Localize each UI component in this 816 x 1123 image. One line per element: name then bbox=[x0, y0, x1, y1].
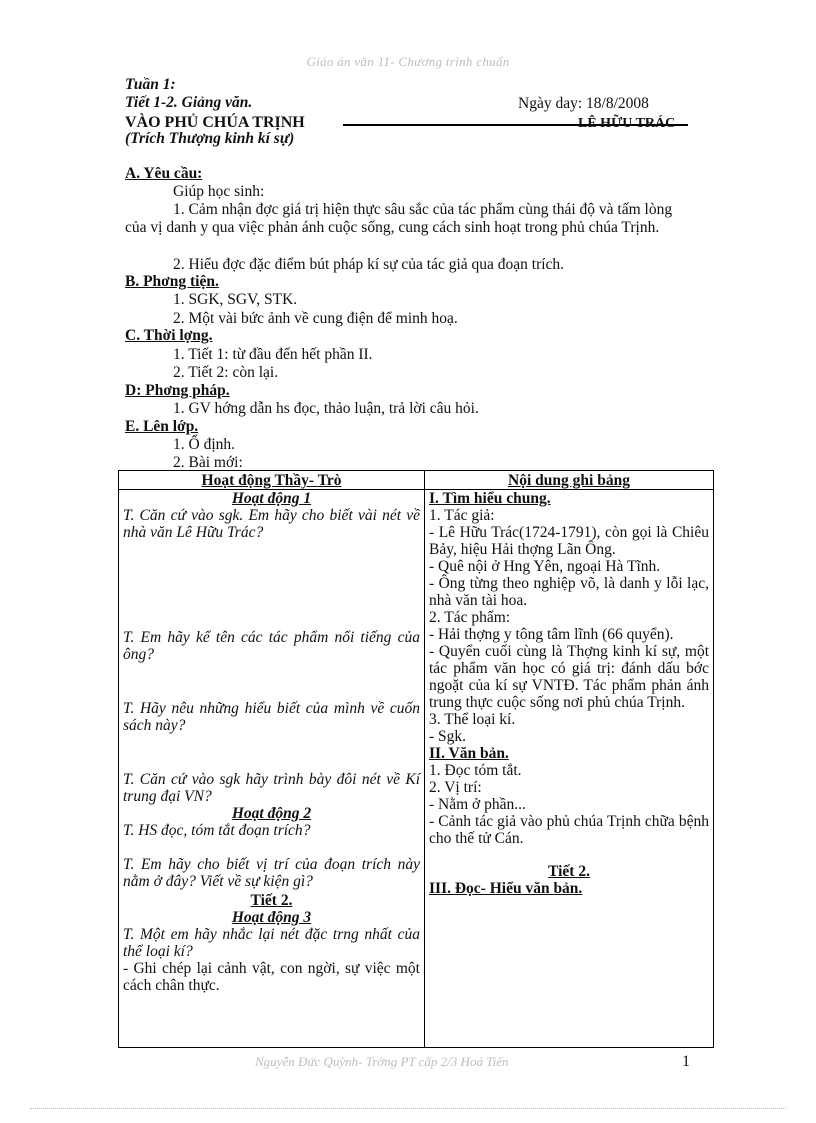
period-2-heading: Tiết 2. bbox=[250, 892, 293, 909]
author-name: LÊ HỮU TRÁC bbox=[578, 116, 676, 131]
content-line: 3. Thể loại kí. bbox=[429, 711, 516, 728]
section-e-item-1: 1. Ổ định. bbox=[173, 436, 235, 453]
section-b-item-2: 2. Một vài bức ảnh về cung điện để minh hoạ. bbox=[173, 310, 458, 327]
activity-column bbox=[119, 490, 425, 1048]
question-1: T. Căn cứ vào sgk. Em hãy cho biết vài nét về nhà văn Lê Hữu Trác? bbox=[123, 507, 420, 541]
section-d-item-1: 1. GV hớng dẫn hs đọc, thảo luận, trả lời câu hỏi. bbox=[173, 400, 479, 417]
content-column bbox=[425, 490, 714, 1048]
content-line: 2. Tác phẩm: bbox=[429, 609, 511, 626]
question-5: T. HS đọc, tóm tắt đoạn trích? bbox=[123, 822, 311, 839]
content-line: - Nằm ở phần... bbox=[429, 796, 526, 813]
answer-7: - Ghi chép lại cảnh vật, con ngời, sự việc một cách chân thực. bbox=[123, 960, 420, 994]
content-line: - Quyển cuối cùng là Thợng kinh kí sự, một tác phẩm văn học có giá trị: đánh dấu bớc ngoặt của kí sự VNTĐ. Tác phẩm phản ánh trung thực cuộc sống nơi phủ chúa Trịnh. bbox=[429, 643, 709, 711]
content-line: - Ông từng theo nghiệp võ, là danh y lỗi lạc, nhà văn tài hoa. bbox=[429, 575, 709, 609]
section-b-title: B. Phơng tiện. bbox=[125, 273, 219, 290]
table-header-right: Nội dung ghi bảng bbox=[425, 471, 714, 490]
excerpt-source: (Trích Thượng kinh kí sự) bbox=[125, 130, 295, 147]
page-number: 1 bbox=[682, 1053, 690, 1070]
activity-3-heading: Hoạt động 3 bbox=[231, 909, 312, 926]
activity-1-heading: Hoạt động 1 bbox=[231, 490, 312, 507]
section-a-intro: Giúp học sinh: bbox=[173, 183, 265, 200]
content-line: 1. Tác giả: bbox=[429, 507, 495, 524]
section-a-item-1: 1. Cảm nhận đợc giá trị hiện thực sâu sắc của tác phẩm cùng thái độ và tấm lòng của vị danh y qua việc phản ánh cuộc sống, cung cách sinh hoạt trong phủ chúa Trịnh. bbox=[125, 201, 673, 236]
content-line: - Sgk. bbox=[429, 728, 467, 745]
question-6: T. Em hãy cho biết vị trí của đoạn trích này nằm ở đây? Viết về sự kiện gì? bbox=[123, 856, 420, 890]
content-line: - Cảnh tác giả vào phủ chúa Trịnh chữa bệnh cho thế tử Cán. bbox=[429, 813, 709, 847]
section-a-title: A. Yêu cầu: bbox=[125, 165, 203, 182]
section-b-item-1: 1. SGK, SGV, STK. bbox=[173, 291, 298, 308]
section-iii-heading: III. Đọc- Hiểu văn bản. bbox=[429, 880, 583, 897]
content-line: 1. Đọc tóm tắt. bbox=[429, 762, 522, 779]
content-line: - Lê Hữu Trác(1724-1791), còn gọi là Chiêu Bảy, hiệu Hải thợng Lãn Ông. bbox=[429, 524, 709, 558]
period-label: Tiết 1-2. Giảng văn. bbox=[125, 94, 253, 111]
page-edge bbox=[30, 1108, 786, 1109]
lesson-title: VÀO PHỦ CHÚA TRỊNH bbox=[125, 114, 305, 131]
section-e-title: E. Lên lớp. bbox=[125, 418, 199, 435]
section-d-title: D: Phơng pháp. bbox=[125, 382, 230, 399]
section-a-item-2: 2. Hiểu đợc đặc điểm bút pháp kí sự của tác giả qua đoạn trích. bbox=[173, 256, 565, 273]
week-label: Tuần 1: bbox=[125, 76, 176, 93]
section-e-item-2: 2. Bài mới: bbox=[173, 454, 243, 471]
content-line: - Quê nội ở Hng Yên, ngoại Hà Tĩnh. bbox=[429, 558, 661, 575]
question-4: T. Căn cứ vào sgk hãy trình bày đôi nét về Kí trung đại VN? bbox=[123, 771, 420, 805]
content-line: 2. Vị trí: bbox=[429, 779, 482, 796]
question-2: T. Em hãy kể tên các tác phẩm nổi tiếng của ông? bbox=[123, 629, 420, 663]
lesson-table bbox=[118, 470, 714, 1048]
table-header-left: Hoạt động Thầy- Trò bbox=[119, 471, 425, 490]
lesson-date: Ngày day: 18/8/2008 bbox=[518, 95, 649, 112]
footer-credit: Nguyễn Đức Quỳnh- Trờng PT cấp 2/3 Hoá Tiến bbox=[255, 1054, 509, 1069]
section-c-item-2: 2. Tiết 2: còn lại. bbox=[173, 364, 279, 381]
section-ii-heading: II. Văn bản. bbox=[429, 745, 509, 762]
activity-2-heading: Hoạt động 2 bbox=[231, 805, 312, 822]
period-2-heading-right: Tiết 2. bbox=[548, 863, 590, 880]
question-3: T. Hãy nêu những hiểu biết của mình về cuốn sách này? bbox=[123, 700, 420, 734]
section-c-title: C. Thời lợng. bbox=[125, 327, 213, 344]
section-c-item-1: 1. Tiết 1: từ đầu đến hết phần II. bbox=[173, 346, 373, 363]
section-i-heading: I. Tìm hiểu chung. bbox=[429, 490, 551, 507]
running-header: Giáo án văn 11- Chương trình chuẩn bbox=[306, 54, 510, 69]
question-7: T. Một em hãy nhắc lại nét đặc trng nhất của thể loại kí? bbox=[123, 926, 420, 960]
content-line: - Hải thợng y tông tâm lĩnh (66 quyển). bbox=[429, 626, 674, 643]
